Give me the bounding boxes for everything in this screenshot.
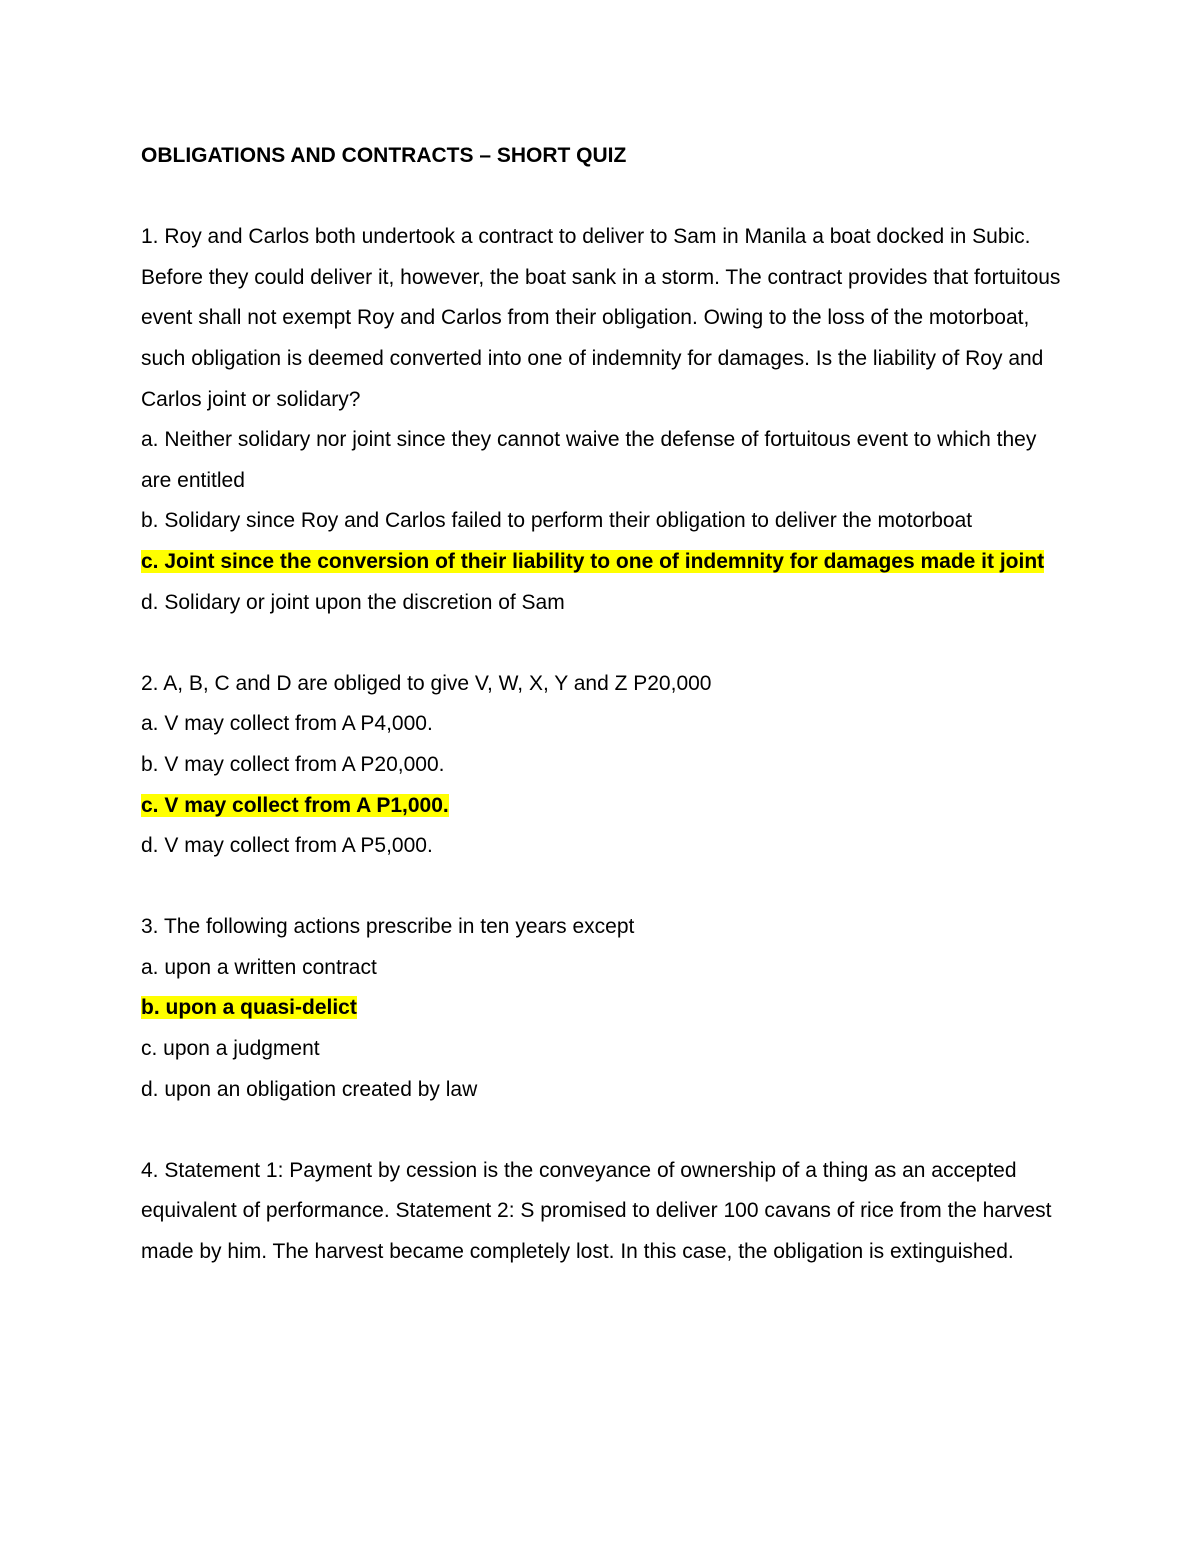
option-b: b. V may collect from A P20,000. [141,752,445,776]
spacer [141,177,1061,218]
option-a: a. V may collect from A P4,000. [141,712,433,736]
option-b: b. Solidary since Roy and Carlos failed to perform their obligation to deliver the motorboat [141,509,973,533]
answer-highlight: c. Joint since the conversion of their liability to one of indemnity for damages made it joint [141,549,1045,573]
option-b-answer [141,988,1061,1029]
option-d: d. V may collect from A P5,000. [141,834,433,858]
question-1 [141,217,1061,623]
option-d: d. Solidary or joint upon the discretion of Sam [141,590,565,614]
option-c: c. upon a judgment [141,1037,320,1061]
answer-highlight: c. V may collect from A P1,000. [141,793,449,817]
spacer [141,623,1061,664]
option-c-answer [141,542,1061,583]
document-page [141,136,1061,1273]
answer-highlight: b. upon a quasi-delict [141,996,357,1020]
question-stem: 4. Statement 1: Payment by cession is the conveyance of ownership of a thing as an accepted equivalent of performance. Statement 2: S promised to deliver 100 cavans of rice from the harvest made by him. The harvest became completely lost. In this case, the obligation is extinguished. [141,1158,1052,1264]
option-c-answer [141,786,1061,827]
option-a: a. upon a written contract [141,955,377,979]
question-stem: 1. Roy and Carlos both undertook a contract to deliver to Sam in Manila a boat docked in Subic. Before they could deliver it, however, the boat sank in a storm. The contract provides that fortuitous event shall not exempt Roy and Carlos from their obligation. Owing to the loss of the motorboat, such obligation is deemed converted into one of indemnity for damages. Is the liability of Roy and Carlos joint or solidary? [141,225,1061,411]
question-2 [141,664,1061,867]
spacer [141,1110,1061,1151]
question-3 [141,907,1061,1110]
question-4 [141,1151,1061,1273]
option-d: d. upon an obligation created by law [141,1077,478,1101]
question-stem: 3. The following actions prescribe in ten years except [141,915,635,939]
option-a: a. Neither solidary nor joint since they cannot waive the defense of fortuitous event to which they are entitled [141,428,1037,492]
question-stem: 2. A, B, C and D are obliged to give V, W, X, Y and Z P20,000 [141,671,712,695]
document-title: OBLIGATIONS AND CONTRACTS – SHORT QUIZ [141,144,627,167]
spacer [141,867,1061,908]
